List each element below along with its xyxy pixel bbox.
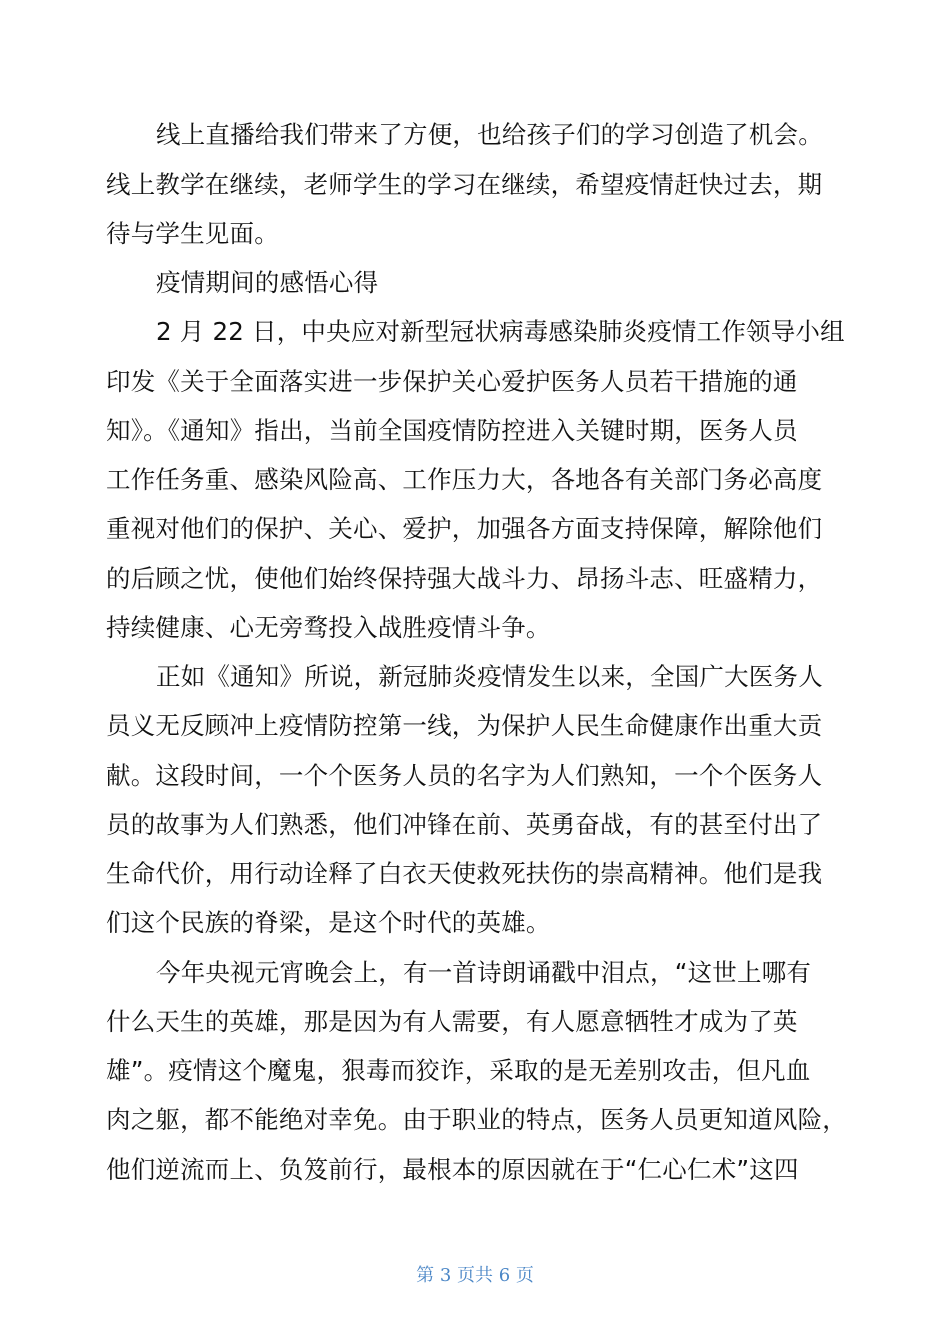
text-line: 重视对他们的保护、关心、爱护，加强各方面支持保障，解除他们 (106, 514, 823, 543)
section-heading: 疫情期间的感悟心得 (156, 268, 379, 297)
text-line: 印发《关于全面落实进一步保护关心爱护医务人员若干措施的通 (106, 367, 798, 396)
text-line: 知》。《通知》指出，当前全国疫情防控进入关键时期，医务人员 (106, 416, 798, 445)
text-line: 献。这段时间，一个个医务人员的名字为人们熟知，一个个医务人 (106, 761, 823, 790)
text-line: 待与学生见面。 (106, 219, 279, 248)
text-line: 线上教学在继续，老师学生的学习在继续，希望疫情赶快过去，期 (106, 170, 823, 199)
text-line: 正如《通知》所说，新冠肺炎疫情发生以来，全国广大医务人 (156, 662, 823, 691)
text-line: 员的故事为人们熟悉，他们冲锋在前、英勇奋战，有的甚至付出了 (106, 810, 823, 839)
text-line: 员义无反顾冲上疫情防控第一线，为保护人民生命健康作出重大贡 (106, 711, 823, 740)
text-line: 生命代价，用行动诠释了白衣天使救死扶伤的崇高精神。他们是我 (106, 859, 823, 888)
page-number-footer: 第 3 页共 6 页 (416, 1265, 534, 1286)
text-line: 工作任务重、感染风险高、工作压力大，各地各有关部门务必高度 (106, 465, 823, 494)
text-line: 持续健康、心无旁骛投入战胜疫情斗争。 (106, 613, 551, 642)
text-line: 今年央视元宵晚会上，有一首诗朗诵戳中泪点，“这世上哪有 (156, 958, 812, 987)
text-line: 们这个民族的脊梁，是这个时代的英雄。 (106, 908, 551, 937)
text-line: 2 月 22 日，中央应对新型冠状病毒感染肺炎疫情工作领导小组 (156, 317, 845, 346)
text-line: 肉之躯，都不能绝对幸免。由于职业的特点，医务人员更知道风险， (106, 1105, 847, 1134)
text-line: 线上直播给我们带来了方便，也给孩子们的学习创造了机会。 (156, 120, 823, 149)
text-line: 什么天生的英雄，那是因为有人需要，有人愿意牺牲才成为了英 (106, 1007, 798, 1036)
text-line: 雄”。疫情这个魔鬼，狠毒而狡诈，采取的是无差别攻击，但凡血 (106, 1056, 811, 1085)
text-line: 他们逆流而上、负笈前行，最根本的原因就在于“仁心仁术”这四 (106, 1155, 799, 1184)
text-line: 的后顾之忧，使他们始终保持强大战斗力、昂扬斗志、旺盛精力， (106, 564, 823, 593)
